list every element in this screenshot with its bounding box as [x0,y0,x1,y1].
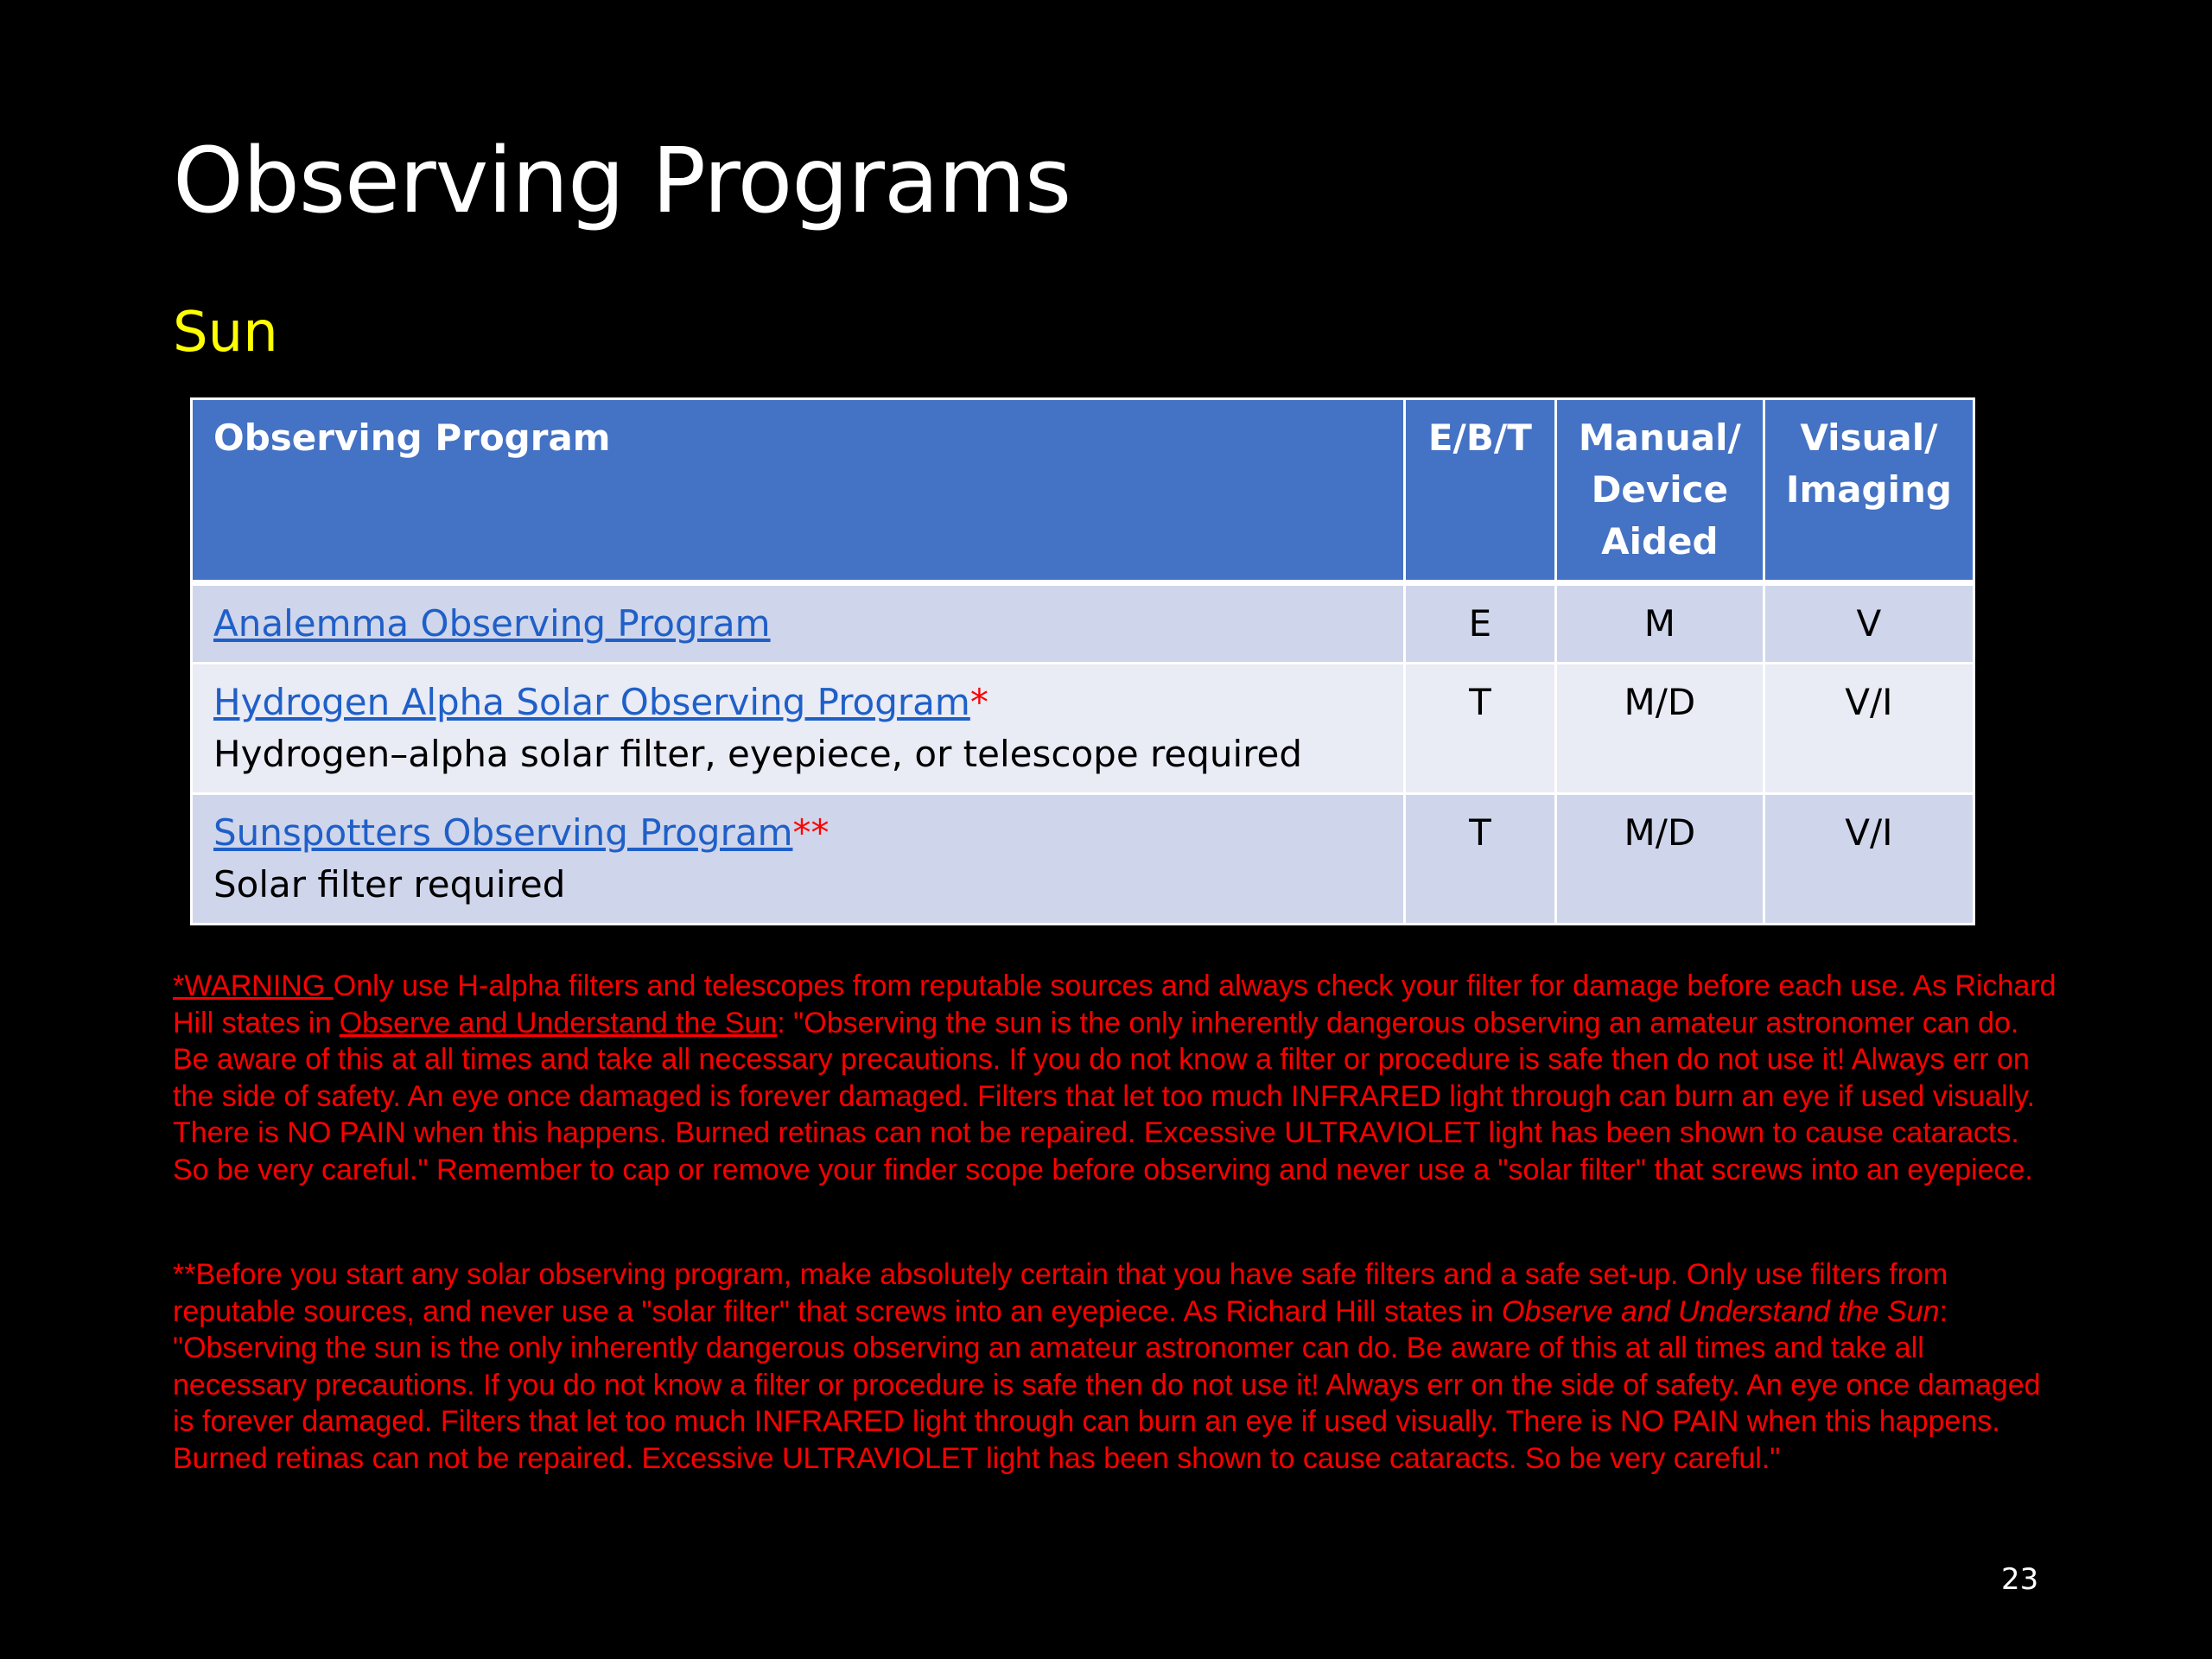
program-cell [192,664,1405,794]
header-observing-program: Observing Program [192,399,1405,583]
book-title-italic: Observe and Understand the Sun [1501,1294,1940,1328]
warning-note-1 [173,968,2056,1188]
program-asterisk: * [969,681,988,723]
visual-cell: V [1764,583,1974,664]
warning-text-a: **Before you start any solar observing program, make absolutely certain that you have safe filters and a safe set-up. Only use filters from reputable sources, and never use a "solar filter" that screws into an eyepiece. As Richard Hill states in [173,1258,1948,1328]
slide-title: Observing Programs [173,128,1071,233]
warning-label: *WARNING [173,969,334,1002]
program-link-sunspotters[interactable]: Sunspotters Observing Program [213,811,793,854]
header-row [192,399,1974,583]
header-manual-line3: Aided [1601,520,1719,563]
header-ebt: E/B/T [1404,399,1555,583]
ebt-cell: T [1404,664,1555,794]
header-visual-line1: Visual/ [1800,416,1938,459]
warning-text-b: : "Observing the sun is the only inherently dangerous observing an amateur astronomer can do. Be aware of this at all times and take all necessary precautions. If you do not know a filter or procedure is safe then do not use it! Always err on the side of safety. An eye once damaged is forever damaged. Filters that let too much INFRARED light through can burn an eye if used visually. There is NO PAIN when this happens. Burned retinas can not be repaired. Excessive ULTRAVIOLET light has been shown to cause cataracts. So be very careful." Remember to cap or remove your finder scope before observing and never use a "solar filter" that screws into an eyepiece. [173,1006,2036,1186]
header-visual-line2: Imaging [1785,468,1952,511]
ebt-cell: T [1404,794,1555,925]
visual-cell: V/I [1764,664,1974,794]
manual-cell: M [1555,583,1764,664]
slide-subtitle: Sun [173,301,278,365]
program-link-analemma[interactable]: Analemma Observing Program [213,602,771,645]
ebt-cell: E [1404,583,1555,664]
page-number: 23 [2001,1562,2039,1597]
header-manual-line1: Manual/ [1578,416,1741,459]
header-manual-device-aided [1555,399,1764,583]
manual-cell: M/D [1555,794,1764,925]
warning-text-b: : "Observing the sun is the only inherently dangerous observing an amateur astronomer can do. Be aware of this at all times and take all necessary precautions. If you do not know a filter or procedure is safe then do not use it! Always err on the side of safety. An eye once damaged is forever damaged. Filters that let too much INFRARED light through can burn an eye if used visually. There is NO PAIN when this happens. Burned retinas can not be repaired. Excessive ULTRAVIOLET light has been shown to cause cataracts. So be very careful." [173,1294,2041,1475]
table-row [192,664,1974,794]
program-cell [192,583,1405,664]
visual-cell: V/I [1764,794,1974,925]
warning-note-2 [173,1256,2056,1477]
table-body [192,583,1974,925]
program-requirement-note: Hydrogen–alpha solar filter, eyepiece, or telescope required [213,733,1302,775]
programs-table [190,397,1975,925]
table-header [192,399,1974,583]
table-row [192,583,1974,664]
program-requirement-note: Solar filter required [213,863,566,906]
book-title-link: Observe and Understand the Sun [339,1006,778,1039]
program-cell [192,794,1405,925]
manual-cell: M/D [1555,664,1764,794]
warning-text-a: Only use H-alpha filters and telescopes from reputable sources and always check your filter for damage before each use. As Richard Hill states in [173,969,2056,1039]
header-manual-line2: Device [1591,468,1729,511]
table-row [192,794,1974,925]
program-asterisk: ** [792,811,830,854]
program-link-hydrogen-alpha[interactable]: Hydrogen Alpha Solar Observing Program [213,681,970,723]
header-visual-imaging [1764,399,1974,583]
